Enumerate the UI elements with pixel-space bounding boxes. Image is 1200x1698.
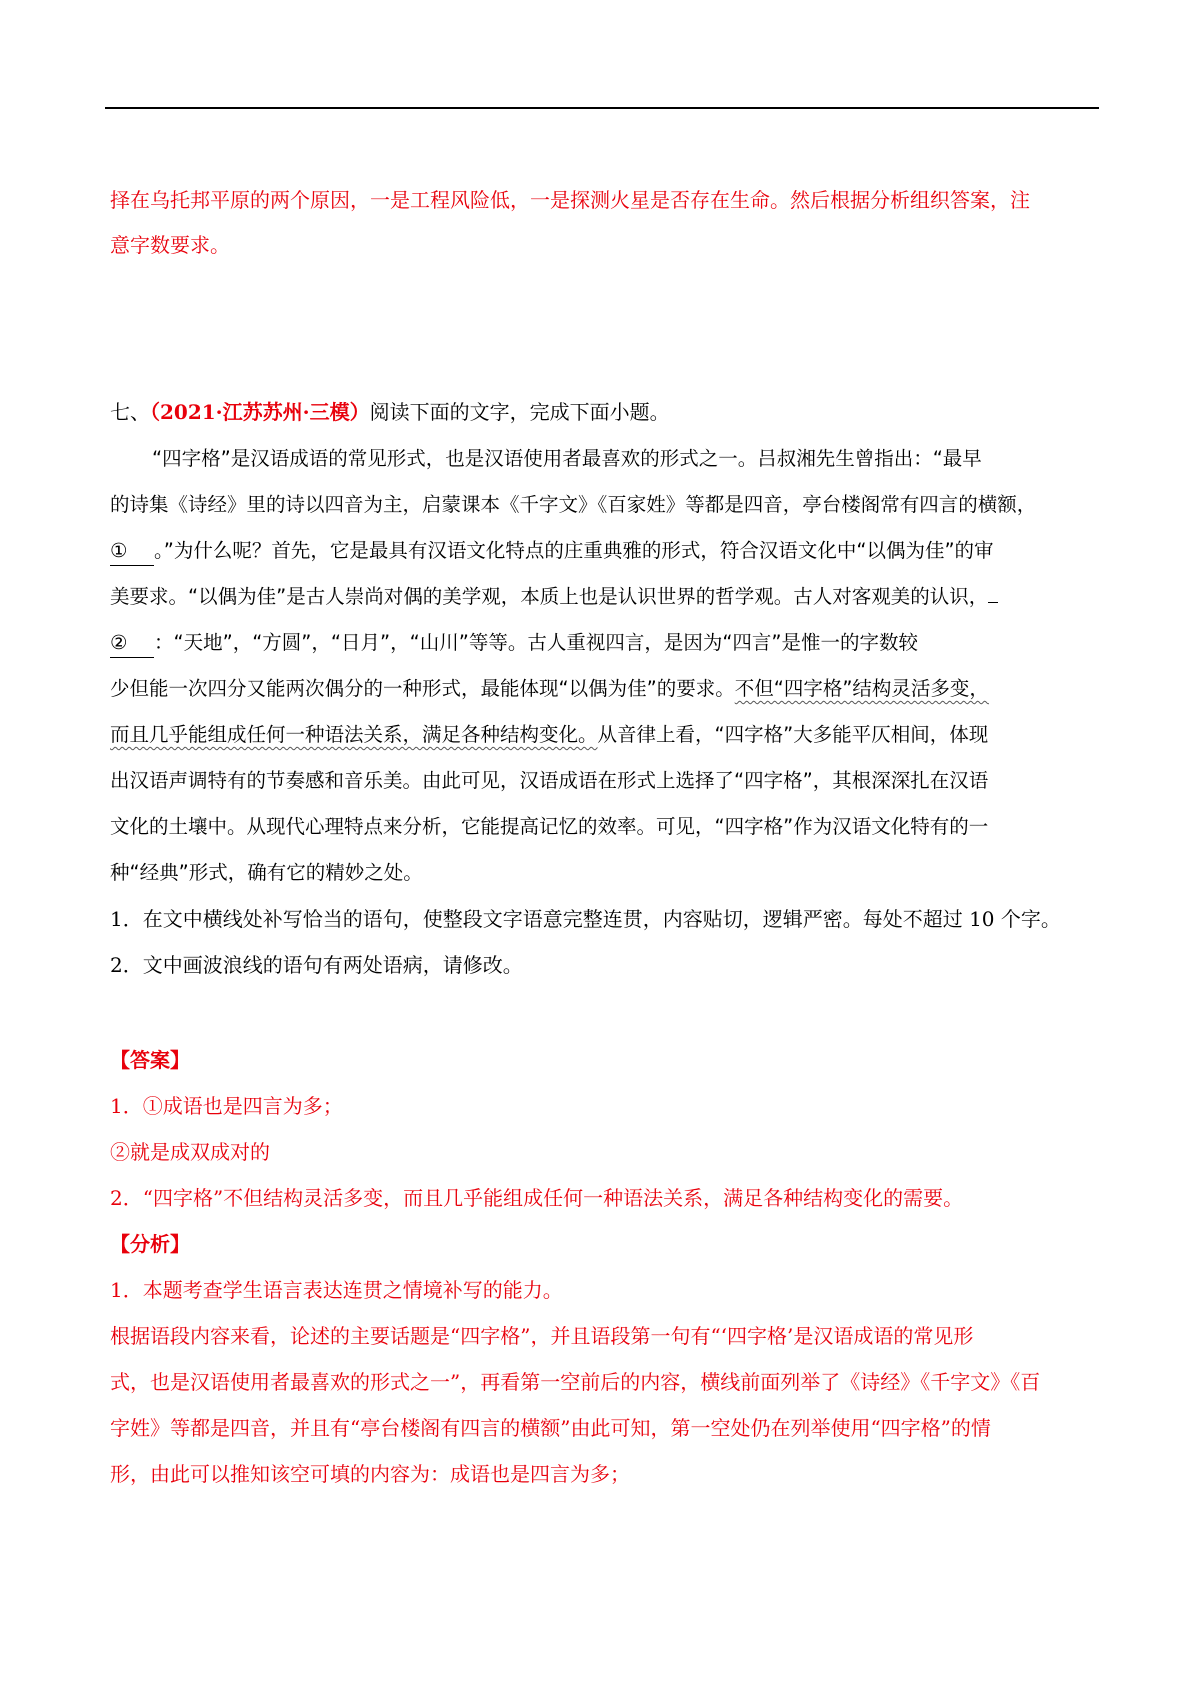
passage-line: 文化的土壤中。从现代心理特点来分析，它能提高记忆的效率。可见，“四字格”作为汉语文化特有的一 bbox=[110, 815, 989, 838]
wavy-underlined-sentence: 不但“四字格”结构灵活多变， bbox=[734, 677, 989, 700]
blank-2: ② bbox=[110, 629, 154, 658]
analysis-line: 根据语段内容来看，论述的主要话题是“四字格”，并且语段第一句有“‘四字格’是汉语成语的常见形 bbox=[110, 1324, 974, 1348]
passage-line bbox=[110, 675, 989, 703]
analysis-label: 【分析】 bbox=[110, 1232, 190, 1256]
analysis-line: 式，也是汉语使用者最喜欢的形式之一”，再看第一空前后的内容，横线前面列举了《诗经》《千字文》《百 bbox=[110, 1370, 1041, 1394]
blank-2-start bbox=[988, 602, 998, 603]
passage-text: 少但能一次四分又能两次偶分的一种形式，最能体现“以偶为佳”的要求。 bbox=[110, 677, 735, 700]
passage-line bbox=[110, 721, 988, 749]
question-seven-header bbox=[110, 398, 670, 426]
sub-question-2: 2．文中画波浪线的语句有两处语病，请修改。 bbox=[110, 953, 523, 977]
analysis-line: 1．本题考查学生语言表达连贯之情境补写的能力。 bbox=[110, 1278, 563, 1302]
question-instruction: 阅读下面的文字，完成下面小题。 bbox=[369, 400, 670, 424]
passage-text: 。”为什么呢？首先，它是最具有汉语文化特点的庄重典雅的形式，符合汉语文化中“以偶为佳”的审 bbox=[154, 539, 994, 562]
prev-answer-line-1: 择在乌托邦平原的两个原因，一是工程风险低，一是探测火星是否存在生命。然后根据分析组织答案，注 bbox=[110, 188, 1030, 212]
wavy-underlined-sentence: 而且几乎能组成任何一种语法关系，满足各种结构变化。 bbox=[110, 723, 598, 746]
prev-answer-line-2: 意字数要求。 bbox=[110, 233, 230, 257]
passage-text: 美要求。“以偶为佳”是古人崇尚对偶的美学观，本质上也是认识世界的哲学观。古人对客观美的认识， bbox=[110, 585, 989, 608]
passage-line: 的诗集《诗经》里的诗以四音为主，启蒙课本《千字文》《百家姓》等都是四音，亭台楼阁常有四言的横额， bbox=[110, 493, 1037, 516]
passage-line bbox=[110, 537, 994, 566]
passage-line: “四字格”是汉语成语的常见形式，也是汉语使用者最喜欢的形式之一。吕叔湘先生曾指出：“最早 bbox=[152, 447, 982, 470]
passage-line bbox=[110, 583, 998, 611]
passage-text: 从音律上看，“四字格”大多能平仄相间，体现 bbox=[597, 723, 989, 746]
header-rule bbox=[105, 107, 1099, 109]
answer-label: 【答案】 bbox=[110, 1048, 190, 1072]
analysis-line: 字姓》等都是四音，并且有“亭台楼阁有四言的横额”由此可知，第一空处仍在列举使用“四字格”的情 bbox=[110, 1416, 991, 1440]
question-number: 七、 bbox=[110, 400, 150, 424]
passage-text: ：“天地”，“方圆”，“日月”，“山川”等等。古人重视四言，是因为“四言”是惟一的字数较 bbox=[154, 631, 919, 654]
sub-question-1: 1．在文中横线处补写恰当的语句，使整段文字语意完整连贯，内容贴切，逻辑严密。每处不超过 10 个字。 bbox=[110, 907, 1061, 931]
answer-line: 1．①成语也是四言为多； bbox=[110, 1094, 343, 1118]
answer-line: ②就是成双成对的 bbox=[110, 1140, 270, 1164]
question-source: （2021·江苏苏州·三模） bbox=[150, 400, 370, 424]
blank-1: ① bbox=[110, 537, 154, 566]
answer-line: 2．“四字格”不但结构灵活多变，而且几乎能组成任何一种语法关系，满足各种结构变化的需要。 bbox=[110, 1186, 964, 1210]
passage-line: 种“经典”形式，确有它的精妙之处。 bbox=[110, 861, 423, 884]
passage-line bbox=[110, 629, 918, 658]
passage-line: 出汉语声调特有的节奏感和音乐美。由此可见，汉语成语在形式上选择了“四字格”，其根深深扎在汉语 bbox=[110, 769, 989, 792]
analysis-line: 形，由此可以推知该空可填的内容为：成语也是四言为多； bbox=[110, 1462, 630, 1486]
